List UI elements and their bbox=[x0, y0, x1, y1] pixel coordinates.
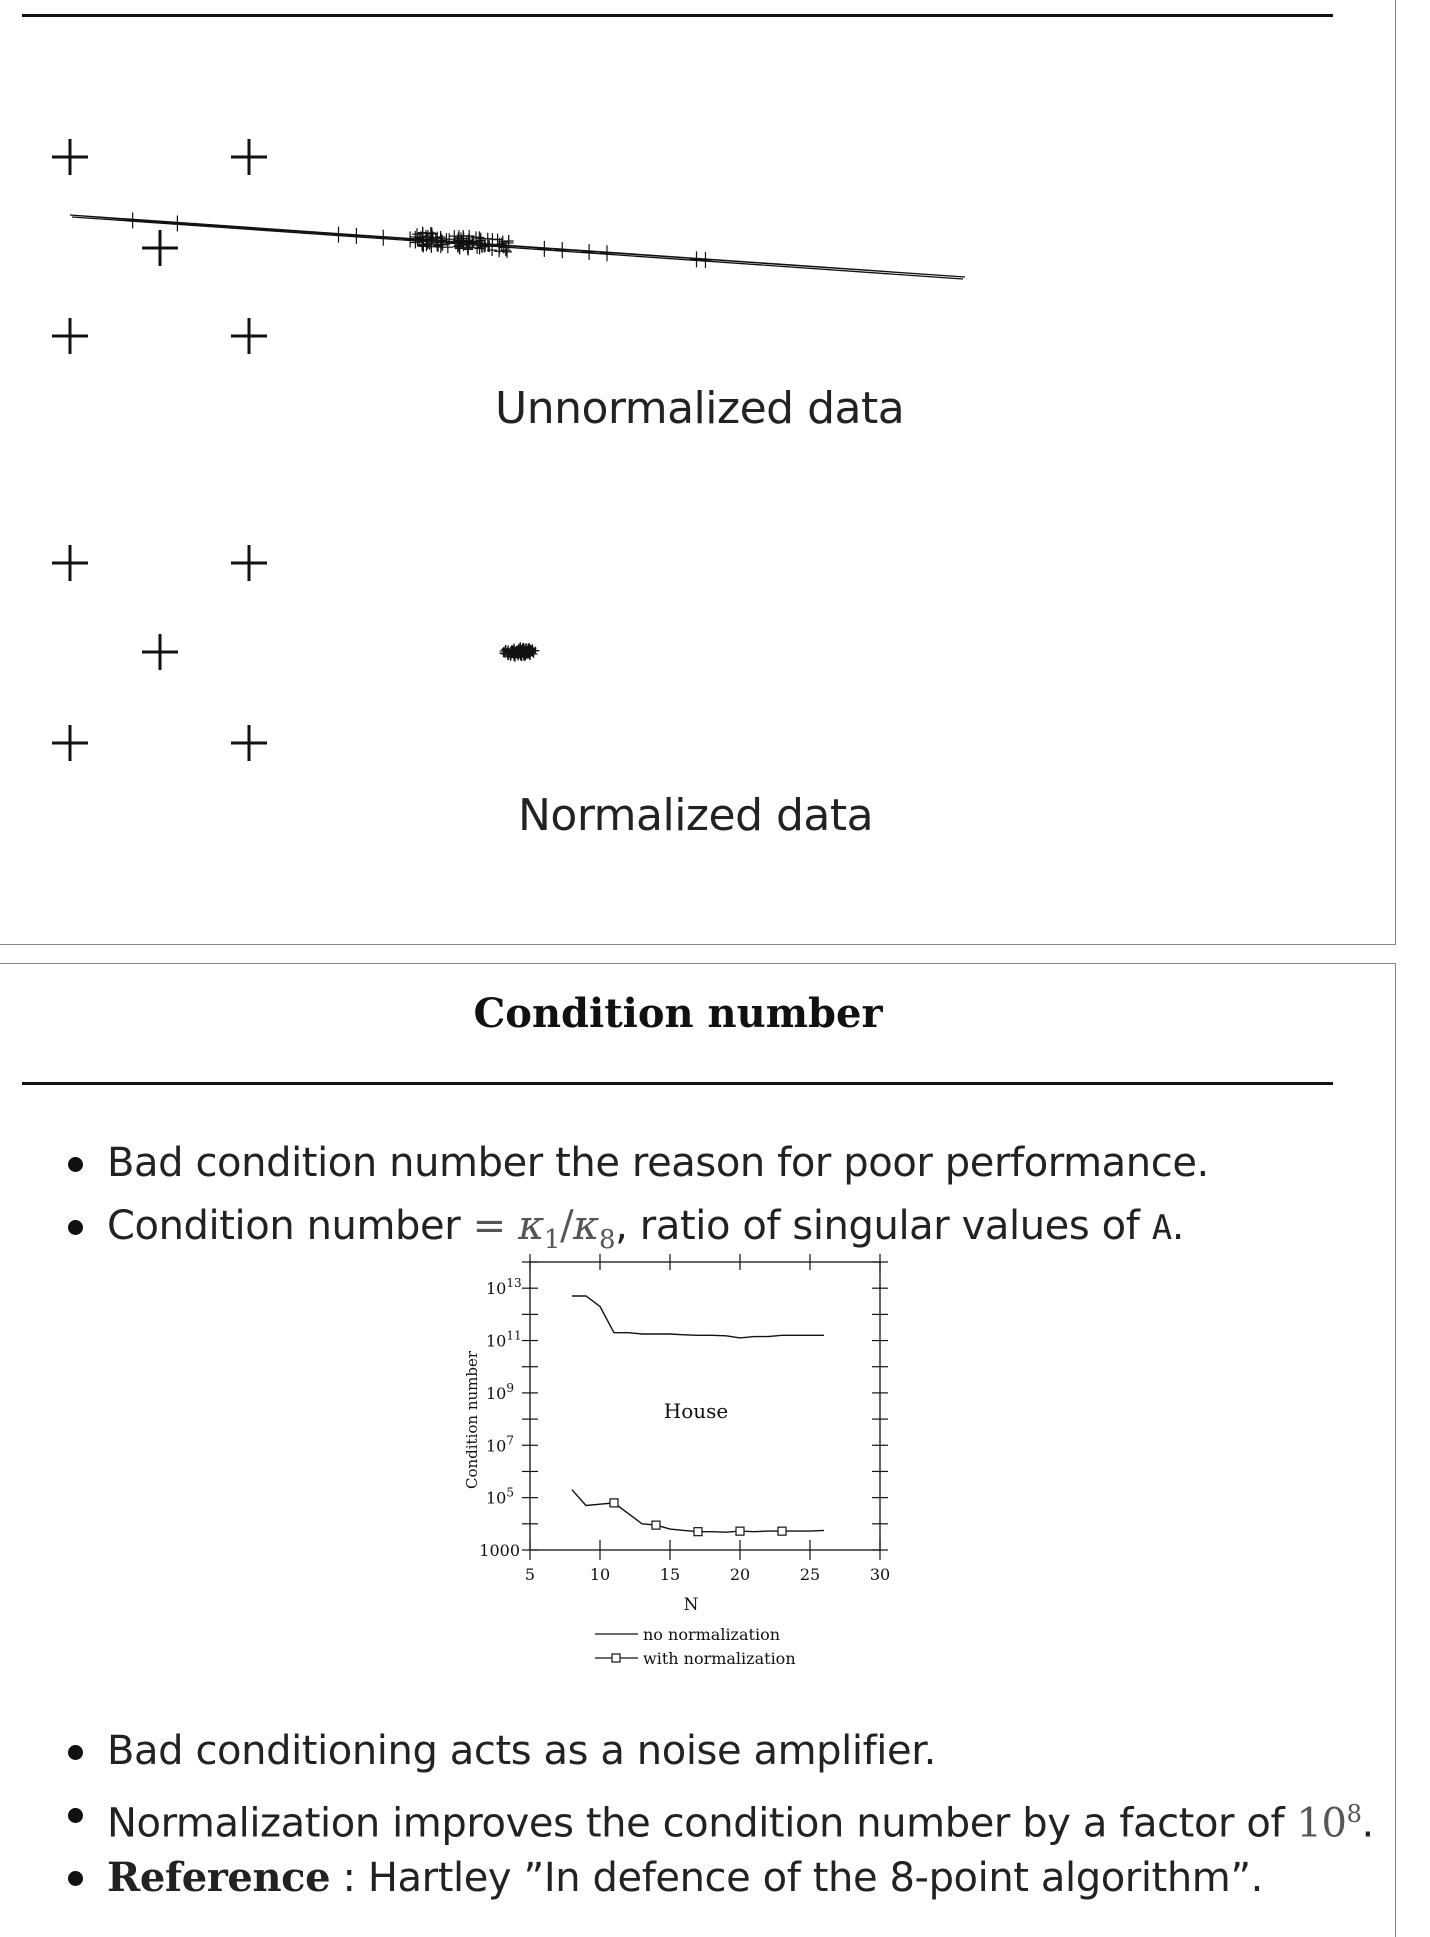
cross-marker bbox=[231, 725, 267, 761]
cross-marker bbox=[231, 318, 267, 354]
top-panel-bottom-border bbox=[0, 944, 1396, 945]
y-tick-exponent: 11 bbox=[506, 1328, 522, 1343]
cross-marker bbox=[52, 318, 88, 354]
title-rule bbox=[22, 1082, 1333, 1085]
chart-legend bbox=[595, 1625, 796, 1668]
y-tick-exponent: 7 bbox=[506, 1433, 514, 1448]
condition-number-chart bbox=[450, 1250, 910, 1680]
equals-sign: = bbox=[472, 1203, 506, 1249]
bullet-item bbox=[62, 1720, 1374, 1783]
y-tick-label: $10^7$ bbox=[486, 1433, 514, 1456]
y-tick-label: $10^9$ bbox=[486, 1380, 514, 1403]
x-tick-label: 25 bbox=[799, 1565, 821, 1584]
scatter-point bbox=[600, 245, 614, 261]
square-marker bbox=[694, 1528, 702, 1536]
series-line-no-normalization bbox=[572, 1296, 824, 1338]
y-tick-label: $10^{13}$ bbox=[486, 1276, 522, 1299]
y-tick-label: 1000 bbox=[479, 1541, 520, 1560]
x-tick-label: 5 bbox=[524, 1565, 536, 1584]
cross-marker bbox=[231, 139, 267, 175]
bullet-text: . bbox=[1361, 1800, 1374, 1847]
scatter-point bbox=[537, 241, 551, 257]
scatter-point bbox=[170, 215, 184, 231]
y-tick-label: $10^5$ bbox=[486, 1485, 514, 1508]
point-cluster-normalized bbox=[499, 642, 539, 661]
power-base: 10 bbox=[1296, 1800, 1347, 1847]
kappa-subscript: 1 bbox=[543, 1225, 561, 1255]
bullet-text: : Hartley ”In defence of the 8-point algorithm”. bbox=[330, 1855, 1263, 1901]
square-marker bbox=[652, 1521, 660, 1529]
bullet-item bbox=[62, 1783, 1374, 1846]
y-tick-exponent: 9 bbox=[506, 1380, 514, 1395]
legend-label: no normalization bbox=[643, 1625, 781, 1644]
bullet-item bbox=[62, 1195, 1209, 1258]
x-tick-label: 15 bbox=[659, 1565, 681, 1584]
power-exponent: 8 bbox=[1346, 1800, 1362, 1828]
square-marker bbox=[778, 1527, 786, 1535]
reference-crosses-unnormalized bbox=[52, 139, 267, 354]
matrix-symbol: A bbox=[1151, 1208, 1172, 1248]
cross-marker bbox=[231, 545, 267, 581]
cross-marker bbox=[142, 634, 178, 670]
scatter-point bbox=[698, 252, 712, 268]
square-marker bbox=[736, 1527, 744, 1535]
y-axis-label: Condition number bbox=[463, 1350, 481, 1490]
normalized-data-plot bbox=[0, 520, 1400, 780]
scatter-point bbox=[332, 227, 346, 243]
unnormalized-data-plot bbox=[0, 0, 1400, 380]
cross-marker bbox=[52, 139, 88, 175]
point-cluster-unnormalized bbox=[126, 212, 713, 268]
x-tick-label: 20 bbox=[729, 1565, 751, 1584]
cross-marker bbox=[142, 230, 178, 266]
chart-annotation: House bbox=[663, 1399, 729, 1423]
bullet-text: Bad conditioning acts as a noise amplifier. bbox=[107, 1728, 936, 1774]
scatter-point bbox=[349, 228, 363, 244]
bullet-text: Condition number bbox=[107, 1203, 473, 1249]
slide-title: Condition number bbox=[473, 990, 883, 1037]
bullet-text: Normalization improves the condition number by a factor of bbox=[107, 1800, 1297, 1847]
scatter-point bbox=[690, 251, 704, 267]
bullet-item bbox=[62, 1846, 1374, 1909]
cross-marker bbox=[52, 725, 88, 761]
bullet-text: Bad condition number the reason for poor performance. bbox=[107, 1140, 1209, 1186]
bullet-list-top bbox=[62, 1132, 1209, 1258]
scatter-point bbox=[555, 242, 569, 258]
bottom-panel-top-border bbox=[0, 963, 1396, 964]
bullet-text: . bbox=[1171, 1203, 1185, 1249]
legend-label: with normalization bbox=[643, 1649, 796, 1668]
scatter-point bbox=[582, 244, 596, 260]
scatter-point bbox=[376, 230, 390, 246]
scatter-point bbox=[126, 212, 140, 228]
reference-crosses-normalized bbox=[52, 545, 267, 761]
bullet-list-bottom bbox=[62, 1720, 1374, 1909]
series-markers bbox=[610, 1499, 786, 1536]
kappa-symbol: κ bbox=[518, 1203, 544, 1249]
y-tick-exponent: 13 bbox=[506, 1276, 522, 1291]
cross-marker bbox=[52, 545, 88, 581]
legend-square-marker bbox=[612, 1654, 620, 1662]
kappa-subscript: 8 bbox=[599, 1225, 616, 1255]
slash-symbol: / bbox=[560, 1203, 574, 1249]
bottom-panel-right-border bbox=[1395, 963, 1396, 1937]
reference-label: Reference bbox=[107, 1854, 331, 1901]
x-axis-label: N bbox=[683, 1595, 699, 1615]
stretched-ellipse bbox=[70, 215, 965, 279]
axis-labels bbox=[479, 1276, 890, 1584]
y-tick-label: $10^{11}$ bbox=[486, 1328, 522, 1351]
kappa-symbol: κ bbox=[573, 1203, 599, 1249]
series-line-with-normalization bbox=[572, 1490, 824, 1532]
square-marker bbox=[610, 1499, 618, 1507]
caption-normalized: Normalized data bbox=[518, 790, 874, 841]
caption-unnormalized: Unnormalized data bbox=[495, 383, 905, 434]
bullet-text: , ratio of singular values of bbox=[615, 1203, 1152, 1249]
x-tick-label: 30 bbox=[869, 1565, 891, 1584]
y-tick-exponent: 5 bbox=[506, 1485, 514, 1500]
x-tick-label: 10 bbox=[589, 1565, 611, 1584]
bullet-item bbox=[62, 1132, 1209, 1195]
